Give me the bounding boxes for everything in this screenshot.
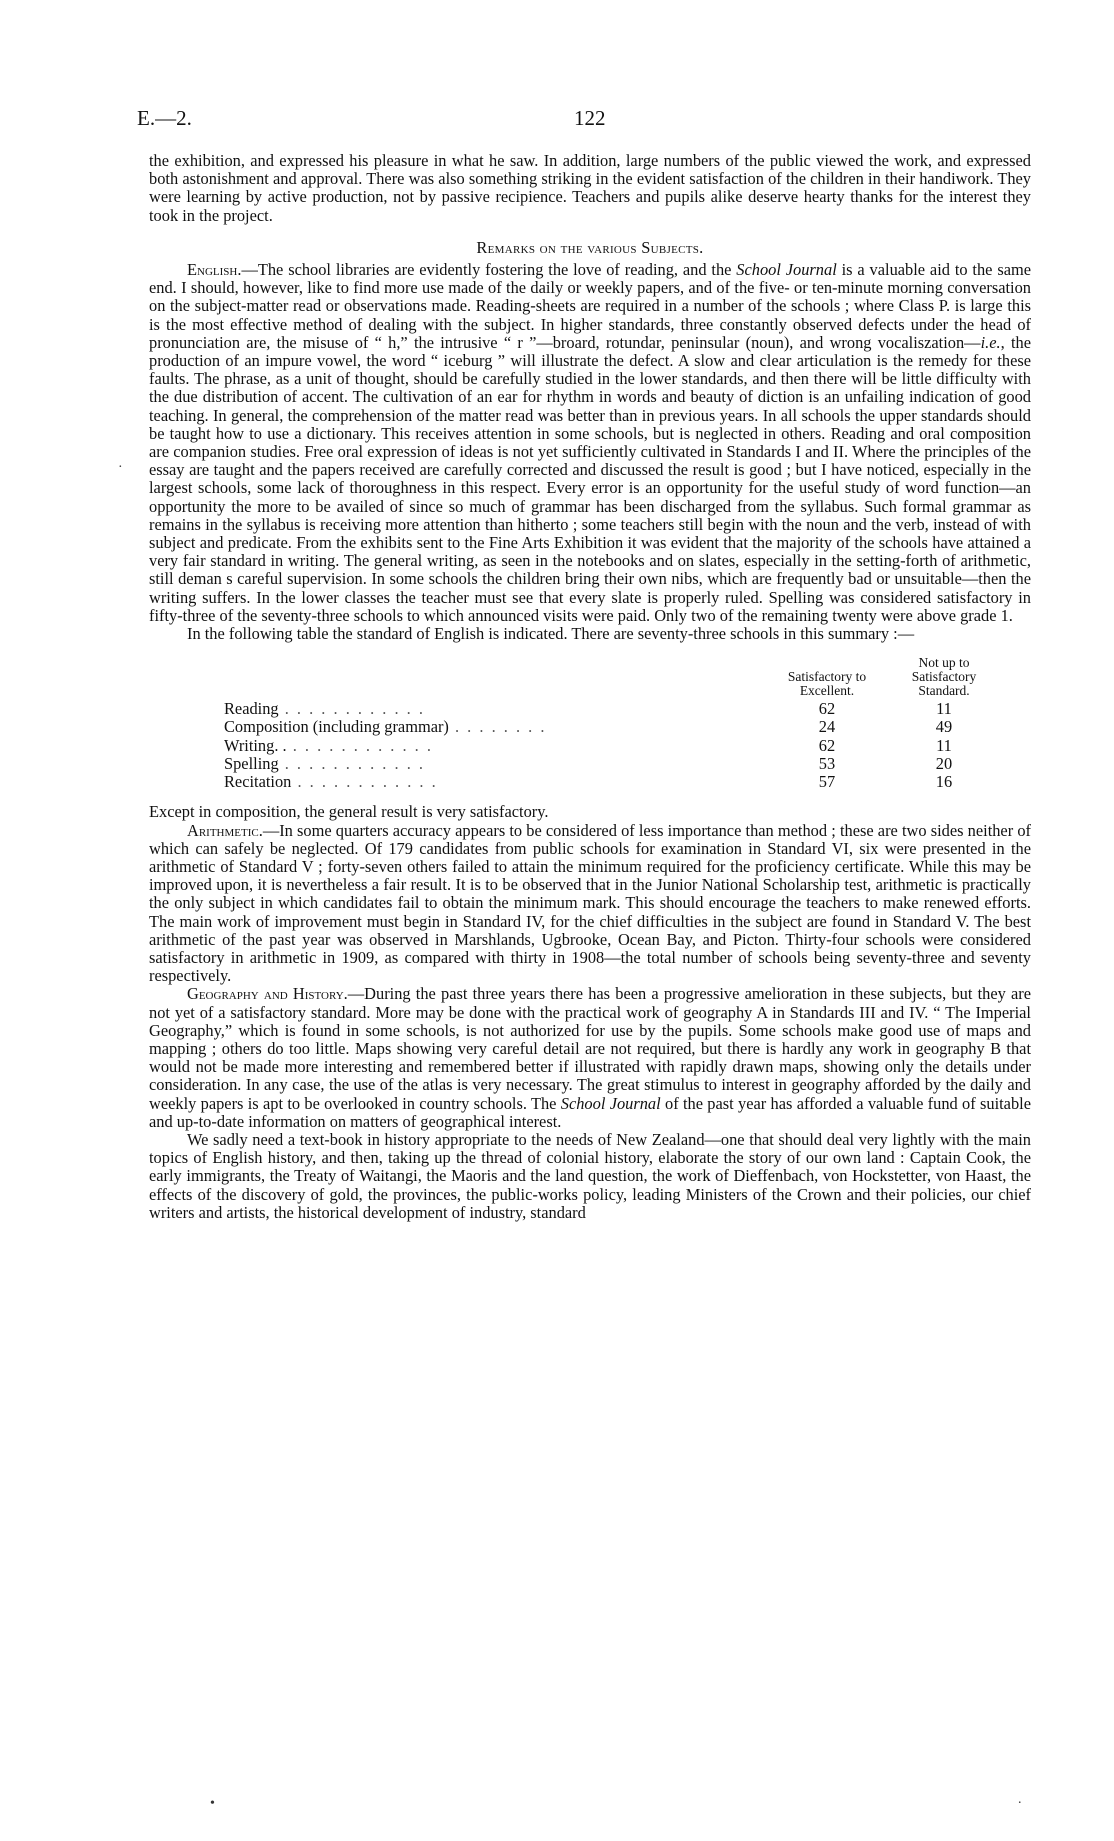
english-standards-table [224, 655, 1000, 791]
section-heading: Remarks on the various Subjects. [476, 237, 704, 257]
row-leader-dots: . . . . . . . . . . . . [286, 736, 433, 755]
table-header-satisfactory: Satisfactory to Excellent. [787, 669, 867, 699]
table-label-header [224, 655, 766, 700]
english-text-b: is a valuable aid to the same end. I should, however, like to find more use made of the daily or weekly papers, and of the five- or ten-minute morning conversation on the subject-matter read or observations made. Reading-sheets are required in a number of the schools ; where Class P. is large this is the most effective method of dealing with the subject. In higher standards, three constantly observed defects under the head of pronunciation are, the misuse of “ h,” the intrusive “ r ”—broard, rotundar, peninsular (noun), and wrong vocaliszation— [149, 260, 1031, 352]
english-lead: English. [187, 260, 242, 280]
page-number: 122 [574, 106, 606, 130]
history-paragraph: We sadly need a text-book in history appropriate to the needs of New Zealand—one that should deal very lightly with the main topics of English history, and then, taking up the thread of colonial history, elaborate the story of our own land : Captain Cook, the early immigrants, the Treaty of Waitangi, the Maoris and the land question, the work of Dieffenbach, von Hockstetter, von Haast, the effects of the discovery of gold, the provinces, the public-works policy, leading Ministers of the Crown and their policies, our chief writers and artists, the historical development of industry, standard [149, 1129, 1031, 1222]
arithmetic-text: —In some quarters accuracy appears to be considered of less importance than method ; these are two sides neither of which can safely be neglected. Of 179 candidates from public schools for examination in Standard VI, six were presented in the arithmetic of Standard V ; forty-seven others failed to attain the minimum required for the proficiency certificate. While this may be improved upon, it is nevertheless a fair result. It is to be observed that in the Junior National Scholarship test, arithmetic is practically the only subject in which candidates fail to obtain the minimum mark. This should encourage the teachers to make renewed efforts. The main work of improvement must begin in Standard IV, for the chief difficulties in the subject are found in Standard V. The best arithmetic of the past year was observed in Marshlands, Ugbrooke, Ocean Bay, and Picton. Thirty-four schools were considered satisfactory in arithmetic in 1909, as compared with thirty in 1908—the total number of schools being seventy-three and seventy respectively. [149, 820, 1031, 986]
table-header-row [224, 655, 1000, 700]
row-label: Reading [224, 700, 279, 719]
geography-text-b: of the past year has afforded a valuable fund of suitable and up-to-date information on matters of geographical interest. [149, 1093, 1031, 1131]
margin-speck: · [118, 460, 123, 475]
english-journal-title: School Journal [736, 260, 837, 280]
intro-paragraph: the exhibition, and expressed his pleasure in what he saw. In addition, large numbers of the public viewed the work, and expressed both astonishment and approval. There was also something striking in the evident satisfaction of the children in their handiwork. They were learning by active production, not by passive recipience. Teachers and pupils alike deserve hearty thanks for the interest they took in the project. [149, 151, 1031, 225]
row-not-satisfactory: 16 [935, 772, 953, 792]
row-not-satisfactory: 49 [935, 717, 953, 737]
table-row [224, 773, 1000, 791]
row-leader-dots: . . . . . . . . . . . . [278, 754, 425, 773]
margin-speck: . [1018, 1792, 1022, 1807]
margin-speck: • [210, 1796, 215, 1811]
after-table-paragraph: Except in composition, the general result is very satisfactory. [149, 802, 549, 822]
row-leader-dots: . . . . . . . . . . . . [278, 700, 425, 719]
english-text-c: , the production of an impure vowel, the word “ iceburg ” will illustrate the defect. A slow and clear articulation is the remedy for these faults. The phrase, as a unit of thought, should be carefully studied in the lower standards, and then there will be little difficulty with the due distribution of accent. The cultivation of an ear for rhythm in words and beauty of diction is an unfailing indication of good teaching. In general, the comprehension of the matter read was better than in previous years. In all schools the upper standards should be taught how to use a dictionary. This receives attention in some schools, but is neglected in others. Reading and oral composition are companion studies. Free oral expression of ideas is not yet sufficiently cultivated in Standards I and II. Where the principles of the essay are taught and the papers received are carefully corrected and discussed the result is good ; but I have noticed, especially in the largest schools, some lack of thoroughness in this respect. Every error is an opportunity for the useful study of word function—an opportunity the more to be availed of since so much of grammar has been discharged from the syllabus. Such formal grammar as remains in the syllabus is receiving more attention than hitherto ; some teachers still begin with the noun and the verb, instead of with subject and predicate. From the exhibits sent to the Fine Arts Exhibition it was evident that the majority of the schools have attained a very fair standard in writing. The general writing, as seen in the notebooks and on slates, especially in the setting-forth of arithmetic, still deman s careful supervision. In some schools the children bring their own nibs, which are frequently bad or unsuitable—then the writing suffers. In the lower classes the teacher must see that every slate is properly ruled. Spelling was considered satisfactory in fifty-three of the seventy-three schools to which announced visits were paid. Only two of the remaining twenty were above grade 1. [149, 332, 1031, 625]
row-leader-dots: . . . . . . . . [448, 718, 547, 737]
table-row [224, 737, 1000, 755]
row-label: Recitation [224, 773, 292, 792]
table-row [224, 700, 1000, 718]
row-not-satisfactory: 11 [936, 735, 952, 755]
english-text-a: —The school libraries are evidently fostering the love of reading, and the [241, 260, 737, 280]
arithmetic-lead: Arithmetic. [187, 820, 263, 840]
english-paragraph [149, 261, 1031, 625]
row-label: Composition (including grammar) [224, 718, 449, 737]
row-satisfactory: 57 [818, 772, 836, 792]
row-satisfactory: 62 [818, 735, 836, 755]
geography-journal-title: School Journal [560, 1093, 661, 1113]
geography-text-a: —During the past three years there has been a progressive amelioration in these subjects, but they are not yet of a satisfactory standard. More may be done with the practical work of geography A in Standards III and IV. “ The Imperial Geography,” which is found in some schools, is not authorized for use by the pupils. Some schools make good use of maps and mapping ; others do too little. Maps showing very careful detail are not required, but there is hardly any work in geography B that would not be made more interesting and remembered better if illustrated with rapidly drawn maps, showing only the details under consideration. In any case, the use of the atlas is very necessary. The great stimulus to interest in geography afforded by the daily and weekly papers is apt to be overlooked in country schools. The [149, 984, 1031, 1113]
table-row [224, 755, 1000, 773]
row-not-satisfactory: 11 [936, 699, 952, 719]
row-satisfactory: 62 [818, 699, 836, 719]
page-reference: E.—2. [137, 106, 192, 130]
page-body [149, 152, 1031, 1222]
geography-lead: Geography and History. [187, 984, 348, 1004]
row-label: Writing. . [224, 736, 287, 755]
table-intro-paragraph: In the following table the standard of English is indicated. There are seventy-three schools in this summary :— [187, 624, 915, 644]
row-label: Spelling [224, 754, 279, 773]
table-row [224, 718, 1000, 736]
row-not-satisfactory: 20 [935, 753, 953, 773]
table-header-not-satisfactory: Not up to Satisfactory Standard. [911, 655, 977, 699]
arithmetic-paragraph [149, 822, 1031, 986]
geography-paragraph [149, 985, 1031, 1131]
row-satisfactory: 53 [818, 753, 836, 773]
row-leader-dots: . . . . . . . . . . . . [291, 773, 438, 792]
english-ie: i.e. [980, 332, 1001, 352]
row-satisfactory: 24 [818, 717, 836, 737]
